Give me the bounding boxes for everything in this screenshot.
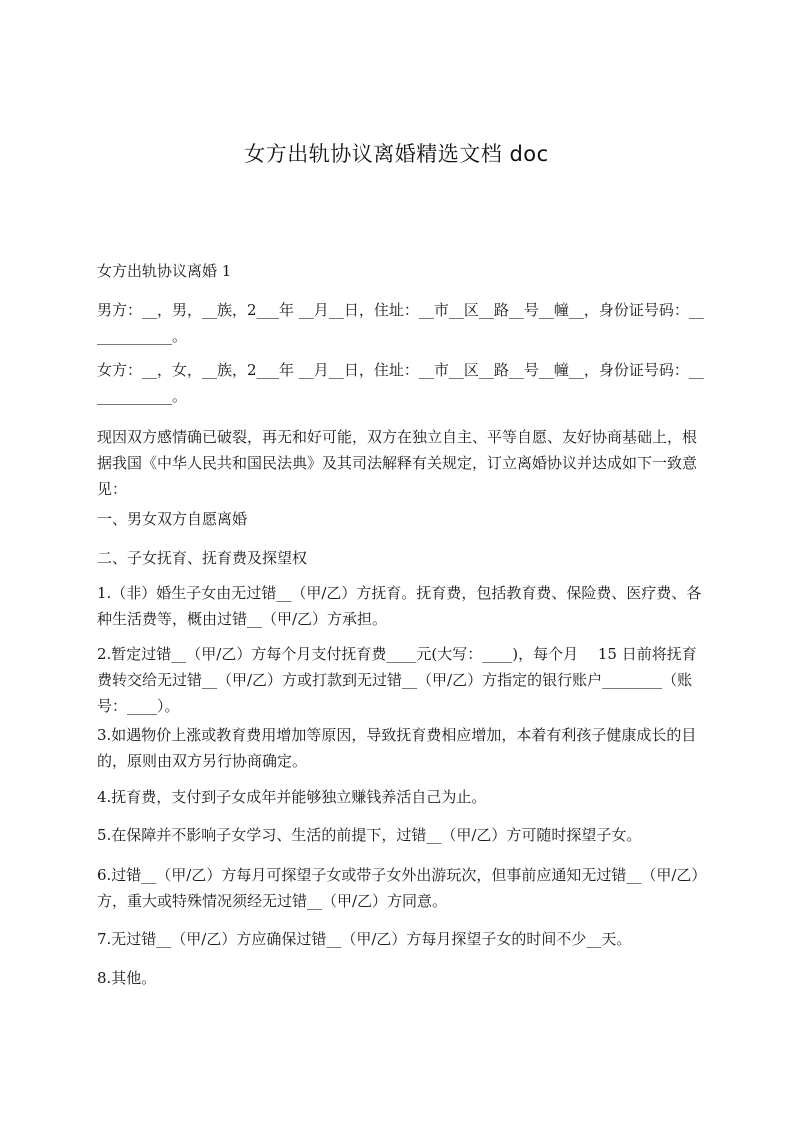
clause-5: 5.在保障并不影响子女学习、生活的前提下，过错__（甲/乙）方可随时探望子女。 [97,826,642,844]
clause-2: 2.暂定过错__（甲/乙）方每个月支付抚育费____元(大写：____)，每个月 15 日前将抚育费转交给无过错__（甲/乙）方或打款到无过错__（甲/乙）方指定的银行账户________（账号：____）。 [97,645,697,715]
clause-heading-children: 二、子女抚育、抚育费及探望权 [97,549,308,567]
clause-1: 1.（非）婚生子女由无过错__（甲/乙）方抚育。抚育费，包括教育费、保险费、医疗费、各种生活费等，概由过错__（甲/乙）方承担。 [97,584,702,628]
document-title: 女方出轨协议离婚精选文档 doc [244,142,549,166]
female-party-info: 女方：__，女，__族，2___年 __月__日，住址：__市__区__路__号__幢__，身份证号码：____________。 [97,361,704,405]
section-heading: 女方出轨协议离婚 1 [97,262,232,280]
clause-6: 6.过错__（甲/乙）方每月可探望子女或带子女外出游玩次，但事前应通知无过错__（甲/乙）方，重大或特殊情况须经无过错__（甲/乙）方同意。 [97,866,707,910]
clause-8: 8.其他。 [97,969,157,987]
preamble-paragraph: 现因双方感情确已破裂，再无和好可能，双方在独立自主、平等自愿、友好协商基础上，根据我国《中华人民共和国民法典》及其司法解释有关规定，订立离婚协议并达成如下一致意见： [97,428,698,498]
male-party-info: 男方：__，男，__族，2___年 __月__日，住址：__市__区__路__号__幢__，身份证号码：____________。 [97,301,704,345]
clause-7: 7.无过错__（甲/乙）方应确保过错__（甲/乙）方每月探望子女的时间不少__天。 [97,930,632,948]
clause-heading-divorce: 一、男女双方自愿离婚 [97,510,248,528]
clause-4: 4.抚育费，支付到子女成年并能够独立赚钱养活自己为止。 [97,788,487,806]
clause-3: 3.如遇物价上涨或教育费用增加等原因，导致抚育费相应增加，本着有利孩子健康成长的目的，原则由双方另行协商确定。 [97,726,697,770]
